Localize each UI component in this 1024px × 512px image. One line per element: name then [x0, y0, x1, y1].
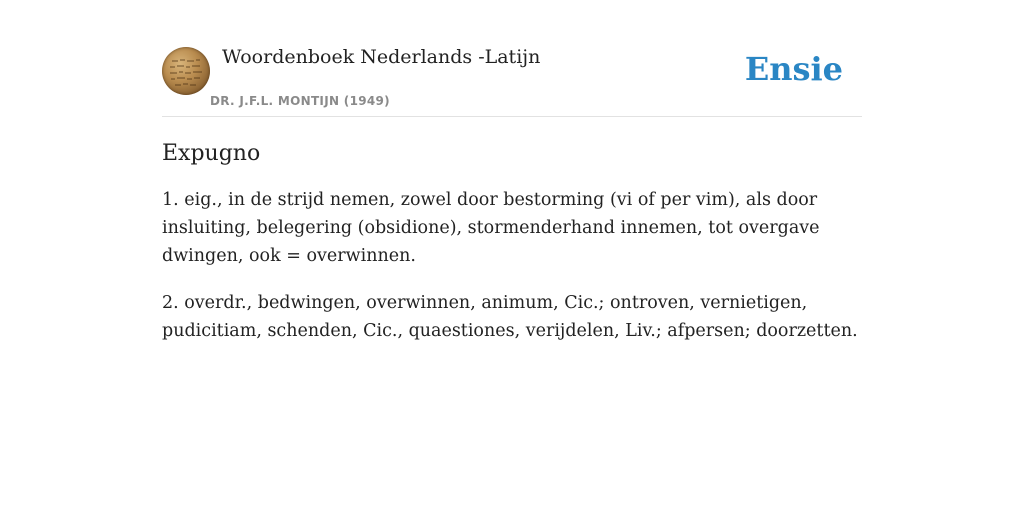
book-title[interactable]: Woordenboek Nederlands -Latijn — [222, 46, 541, 68]
book-author: DR. J.F.L. MONTIJN (1949) — [210, 94, 390, 108]
entry-title: Expugno — [162, 141, 261, 166]
latin-coin-icon[interactable] — [162, 47, 210, 95]
site-header — [162, 40, 862, 117]
entry-content — [162, 136, 862, 345]
definition-2: 2. overdr., bedwingen, overwinnen, animum, Cic.; ontroven, vernietigen, pudicitiam, schenden, Cic., quaestiones, verijdelen, Liv.; afpersen; doorzetten. — [162, 293, 858, 341]
ensie-logo-link[interactable]: Ensie — [744, 50, 843, 88]
definition-1: 1. eig., in de strijd nemen, zowel door bestorming (vi of per vim), als door insluiting, belegering (obsidione), stormenderhand innemen, tot overgave dwingen, ook = overwinnen. — [162, 190, 820, 266]
